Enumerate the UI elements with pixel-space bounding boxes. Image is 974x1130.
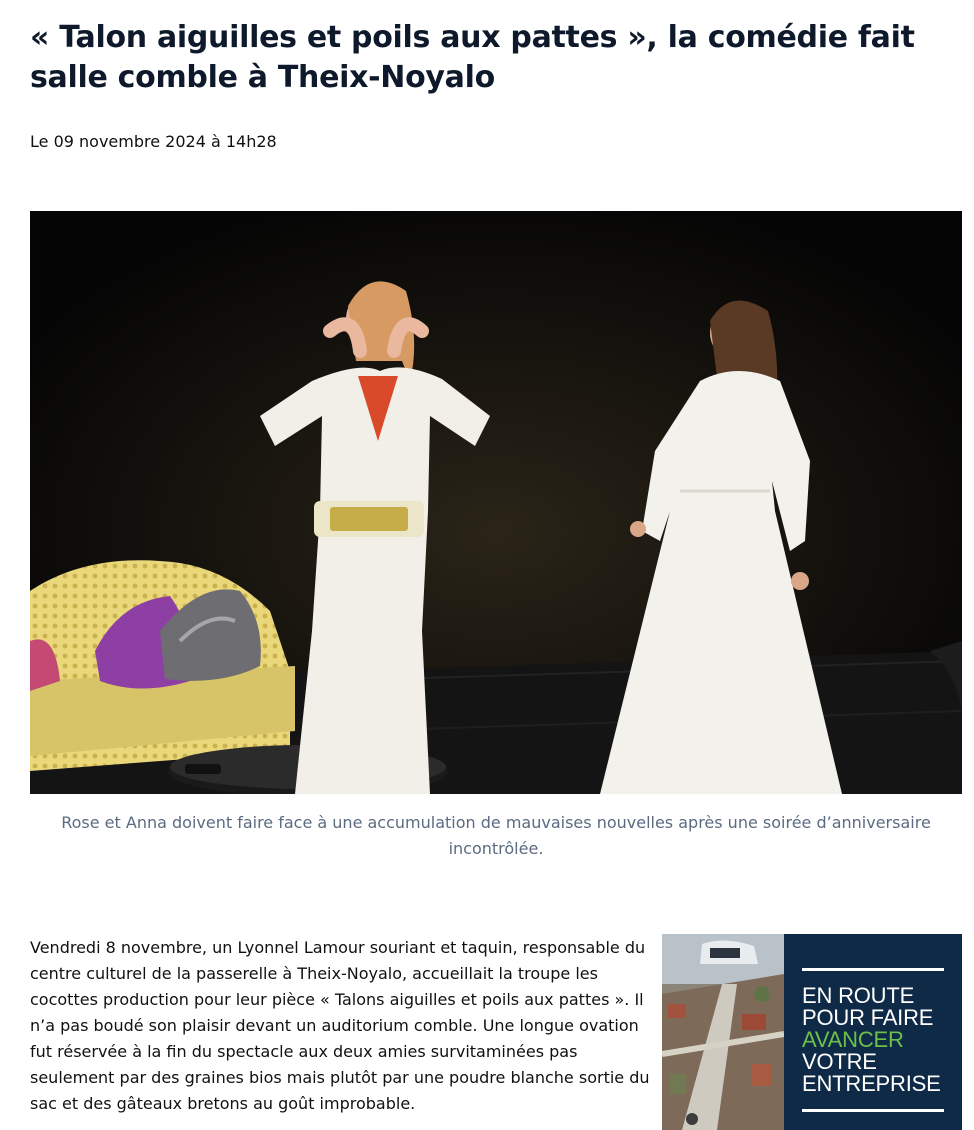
ad-slogan-line: EN ROUTE [802,983,915,1008]
ad-divider-bottom [802,1109,944,1112]
ad-slogan-line: VOTRE [802,1049,877,1074]
article-body: Vendredi 8 novembre, un Lyonnel Lamour souriant et taquin, responsable du centre culturel de la passerelle à Theix-Noyalo, accueillait la troupe les cocottes production pour leur pièce « Talons aiguilles et poils aux pattes ». Il n’a pas boudé son plaisir devant un auditorium comble. Une longue ovation fut réservée à la fin du spectacle aux deux amies survitaminées pas seulement par des graines bios mais plutôt par une poudre blanche sortie du sac et des gâteaux bretons au goût improbable. [30,938,650,1113]
ad-divider-top [802,968,944,971]
ad-slogan-line: ENTREPRISE [802,1071,941,1096]
photo-caption: Rose et Anna doivent faire face à une accumulation de mauvaises nouvelles après une soirée d’anniversaire incontrôlée. [61,813,931,858]
ad-slogan-accent: AVANCER [802,1027,904,1052]
stage-photo-illustration [30,211,962,794]
ad-slogan-line: POUR FAIRE [802,1005,934,1030]
publication-date: Le 09 novembre 2024 à 14h28 [30,132,277,151]
aerial-city-illustration [662,934,784,1130]
article-title: « Talon aiguilles et poils aux pattes », la comédie fait salle comble à Theix-Noyalo [30,20,915,95]
advertisement-banner[interactable] [662,934,962,1130]
article-photo[interactable] [30,211,962,794]
ad-aerial-image [662,934,784,1130]
ad-slogan-panel [784,934,962,1130]
ad-slogan [802,985,958,1095]
